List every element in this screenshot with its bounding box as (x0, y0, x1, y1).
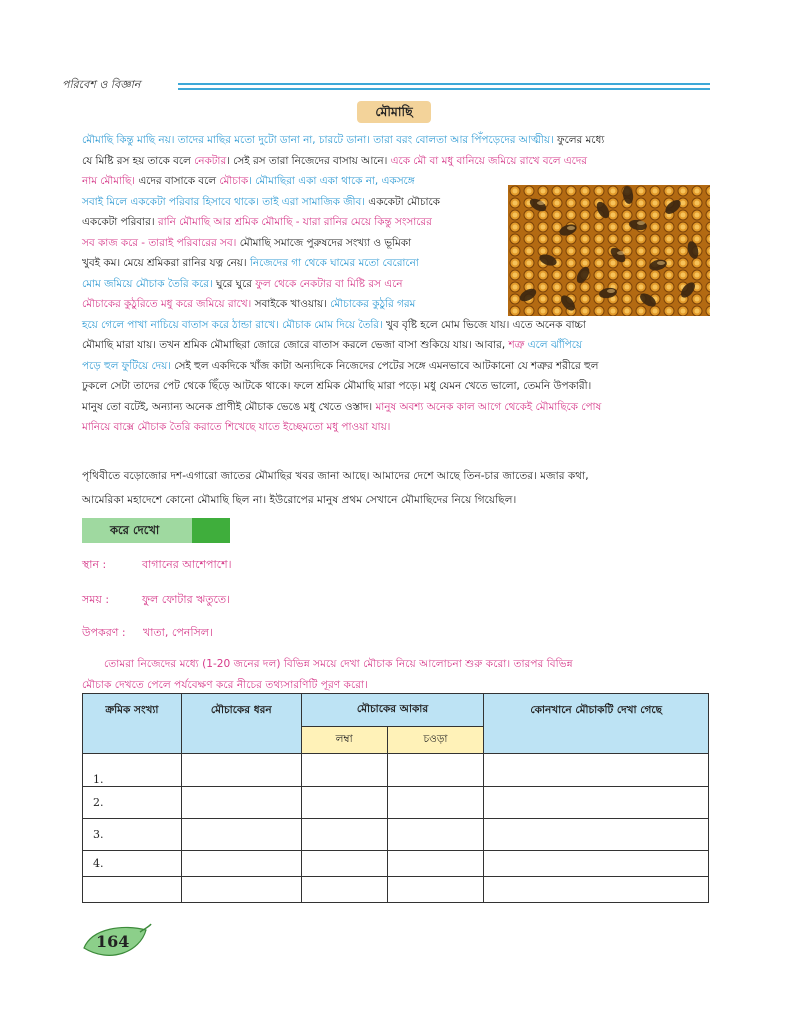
page-number: 164 (96, 932, 130, 951)
time-label: সময় : (82, 593, 110, 606)
text-line (82, 356, 710, 377)
table-cell[interactable] (387, 851, 484, 877)
column-header-size: মৌচাকের আকার (301, 694, 484, 727)
text-run: যে মিষ্টি রস হয় তাকে বলে (82, 154, 195, 167)
text-line (82, 130, 710, 151)
text-line (82, 253, 710, 274)
serial-cell: 3. (83, 819, 182, 851)
text-run: খুব বৃষ্টি হলে মোম ভিজে যায়। এতে অনেক বাচ্চা (382, 318, 586, 331)
bee-species-paragraph (82, 464, 710, 512)
table-cell[interactable] (301, 787, 387, 819)
text-run: রানি মৌমাছি আর শ্রমিক মৌমাছি - যারা রানির মেয়ে কিন্তু সংসারের (157, 216, 432, 228)
section-title: মৌমাছি (357, 101, 431, 123)
text-run: নাম মৌমাছি। (82, 175, 136, 187)
table-cell[interactable] (387, 754, 484, 787)
table-row (83, 819, 709, 851)
text-run: মোম জমিয়ে মৌচাক তৈরি করে। (82, 277, 213, 290)
table-row (83, 877, 709, 903)
text-line (82, 171, 710, 192)
text-run: । সেই রস তারা নিজেদের বাসায় আনে। (226, 154, 391, 167)
running-head: পরিবেশ ও বিজ্ঞান (62, 78, 141, 91)
table-cell[interactable] (181, 851, 301, 877)
table-row (83, 851, 709, 877)
table-cell[interactable] (484, 877, 709, 903)
table-cell[interactable] (301, 851, 387, 877)
text-run: মানিয়ে বাক্সে মৌচাক তৈরি করাতে শিখেছে যাতে ইচ্ছেমতো মধু পাওয়া যায়। (82, 421, 391, 433)
column-header-width: চওড়া (387, 727, 484, 754)
table-cell[interactable] (484, 754, 709, 787)
text-run: মৌচাক (219, 175, 249, 187)
table-cell[interactable] (484, 819, 709, 851)
table-cell[interactable] (181, 787, 301, 819)
text-line: তোমরা নিজেদের মধ্যে (1-20 জনের দল) বিভিন্ন সময়ে দেখা মৌচাক নিয়ে আলোচনা শুরু করো। তারপর বিভিন্ন (104, 658, 573, 670)
text-line (82, 397, 710, 418)
activity-heading: করে দেখো (110, 523, 160, 537)
table-cell[interactable] (301, 877, 387, 903)
text-run: সেই হুল একদিকে খাঁজ কাটা অন্যদিকে নিজেদের পেটের সঙ্গে এমনভাবে আটকানো যে শত্রুর শরীরে হুল (170, 359, 599, 372)
text-run: এলে ঝাঁপিয়ে (524, 339, 583, 351)
text-run: মৌচাকের কুঠুরিতে মধু করে জমিয়ে রাখে। (82, 298, 252, 310)
serial-cell: 1. (83, 754, 182, 787)
text-line (82, 212, 710, 233)
text-run: হয়ে গেলে পাখা নাচিয়ে বাতাস করে ঠান্ডা রাখে। মৌচাক মোম দিয়ে তৈরি। (82, 318, 383, 331)
text-line (82, 417, 710, 438)
text-run: এদের বাসাকে বলে (135, 175, 220, 187)
table-row (83, 754, 709, 787)
text-line (82, 192, 710, 213)
text-line (82, 274, 710, 295)
text-run: নেকটার (194, 154, 227, 167)
text-line: মৌচাক দেখতে পেলে পর্যবেক্ষণ করে নীচের তথ্যসারণিটি পূরণ করো। (82, 679, 368, 691)
place-label: স্থান : (82, 558, 107, 571)
text-run: মৌমাছি সমাজে পুরুষদের সংখ্যা ও ভূমিকা (236, 236, 412, 249)
text-run: । মৌমাছিরা একা একা থাকে না, একসঙ্গে (248, 175, 415, 187)
serial-cell (83, 877, 182, 903)
observation-table (82, 693, 709, 903)
table-cell[interactable] (301, 754, 387, 787)
table-row (83, 787, 709, 819)
text-line (82, 335, 710, 356)
column-header-location: কোনখানে মৌচাকটি দেখা গেছে (484, 694, 709, 754)
text-run: সবাই মিলে এককেটা পরিবার হিসাবে থাকে। তাই এরা সামাজিক জীব। (82, 195, 365, 208)
text-line (82, 151, 710, 172)
time-value: ফুল ফোটার ঋতুতে। (142, 593, 231, 606)
header-rule (178, 83, 710, 85)
text-run: মৌমাছি মারা যায়। তখন শ্রমিক মৌমাছিরা জোরে জোরে বাতাস করলে ভেজা বাসা শুকিয়ে যায়। আবার, (82, 339, 509, 351)
column-header-length: লম্বা (301, 727, 387, 754)
text-run: মৌমাছি কিন্তু মাছি নয়। তাদের মাছির মতো দুটো ডানা না, চারটে ডানা। তারা বরং বোলতা আর পিঁপড়েদের আত্মীয়। (82, 134, 554, 146)
table-cell[interactable] (387, 877, 484, 903)
text-line (82, 376, 710, 397)
text-line (82, 294, 710, 315)
activity-heading-bar (82, 518, 230, 543)
place-value: বাগানের আশেপাশে। (142, 558, 232, 571)
header-rule (178, 88, 710, 90)
table-cell[interactable] (301, 819, 387, 851)
serial-cell: 2. (83, 787, 182, 819)
table-cell[interactable] (181, 877, 301, 903)
table-cell[interactable] (181, 819, 301, 851)
materials-value: খাতা, পেনসিল। (143, 626, 213, 639)
table-cell[interactable] (484, 851, 709, 877)
text-run: এককেটা মৌচাকে (364, 195, 440, 208)
table-cell[interactable] (484, 787, 709, 819)
text-run: শত্রু (508, 339, 525, 351)
text-line (82, 315, 710, 336)
text-run: ফুল থেকে নেকটার বা মিষ্টি রস এনে (255, 277, 403, 290)
table-cell[interactable] (181, 754, 301, 787)
text-run: সব কাজ করে - তারাই পরিবারের সব। (82, 236, 237, 249)
column-header-type: মৌচাকের ধরন (181, 694, 301, 754)
activity-instructions (82, 654, 710, 696)
text-run: মানুষ অবশ্য অনেক কাল আগে থেকেই মৌমাছিকে পোষ (375, 400, 602, 413)
text-run: এককেটা পরিবার। (82, 216, 158, 228)
serial-cell: 4. (83, 851, 182, 877)
text-run: ফুলের মধ্যে (553, 134, 605, 146)
text-line: পৃথিবীতে বড়োজোর দশ-এগারো জাতের মৌমাছির খবর জানা আছে। আমাদের দেশে আছে তিন-চার জাতের। মজার কথা, (82, 470, 589, 482)
text-line (82, 233, 710, 254)
column-header-serial: ক্রমিক সংখ্যা (83, 694, 182, 754)
text-run: মানুষ তো বটেই, অন্যান্য অনেক প্রাণীই মৌচাক ভেঙে মধু খেতে ওস্তাদ। (82, 400, 376, 413)
text-run: একে মৌ বা মধু বানিয়ে জমিয়ে রাখে বলে এদের (390, 154, 588, 167)
text-run: সবাইকে খাওয়ায়। (251, 298, 331, 310)
text-run: মৌচাকের কুঠুরি গরম (330, 298, 416, 310)
text-run: নিজেদের গা থেকে ঘামের মতো বেরোনো (249, 257, 419, 269)
table-cell[interactable] (387, 787, 484, 819)
bee-description-paragraph (82, 130, 710, 438)
text-line: আমেরিকা মহাদেশে কোনো মৌমাছি ছিল না। ইউরোপের মানুষ প্রথম সেখানে মৌমাছিদের নিয়ে গিয়েছিল। (82, 494, 517, 506)
text-run: ঢুকলে সেটা তাদের পেট থেকে ছিঁড়ে আটকে থাকে। ফলে শ্রমিক মৌমাছি মারা পড়ে। মধু যেমন খেতে ভালো, তেমনি উপকারী। (82, 380, 592, 392)
table-cell[interactable] (387, 819, 484, 851)
text-run: ঘুরে ঘুরে (212, 277, 256, 290)
materials-label: উপকরণ : (82, 626, 126, 639)
text-run: পড়ে হুল ফুটিয়ে দেয়। (82, 359, 171, 372)
text-run: খুবই কম। মেয়ে শ্রমিকরা রানির যত্ন নেয়। (82, 257, 250, 269)
